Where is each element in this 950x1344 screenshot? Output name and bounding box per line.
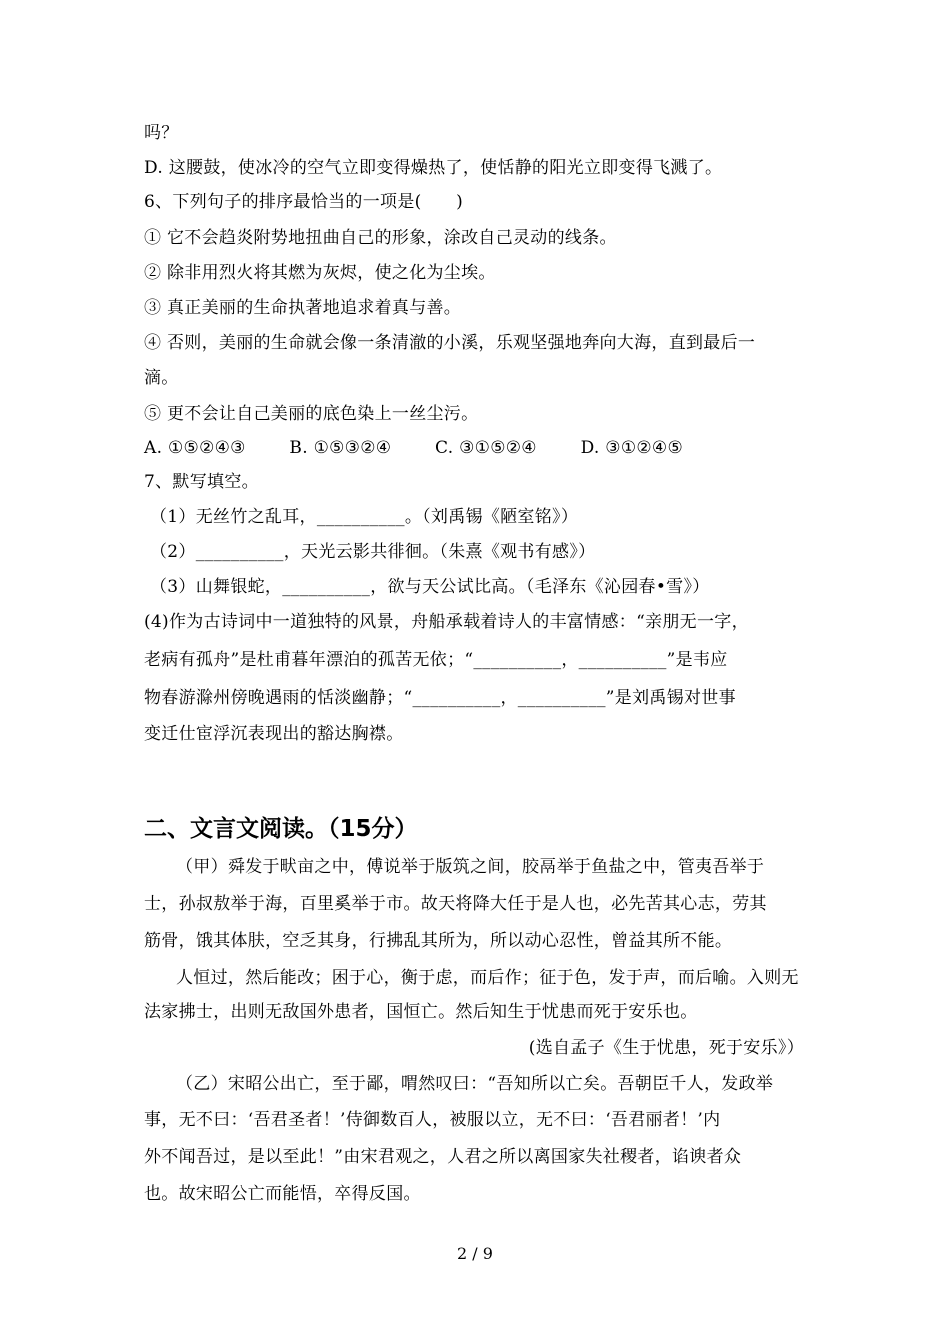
sentence-1: ① 它不会趋炎附势地扭曲自己的形象，涂改自己灵动的线条。 (144, 228, 617, 248)
answer-options (144, 436, 683, 460)
option-d: D. ③①②④⑤ (580, 438, 683, 458)
question-7: 7、默写填空。 (144, 472, 259, 492)
passage-line: 士，孙叔敖举于海，百里奚举于市。故天将降大任于是人也，必先苦其心志，劳其 (144, 894, 767, 914)
sentence-4: ④ 否则，美丽的生命就会像一条清澈的小溪，乐观坚强地奔向大海，直到最后一 (144, 333, 756, 353)
option-d-line: D. 这腰鼓，使冰冷的空气立即变得燥热了，使恬静的阳光立即变得飞溅了。 (144, 158, 723, 178)
sentence-3: ③ 真正美丽的生命执著地追求着真与善。 (144, 298, 462, 318)
fill-blank-4-cont: 变迁仕宦浮沉表现出的豁达胸襟。 (144, 724, 404, 744)
passage-line: 外不闻吾过，是以至此！”由宋君观之，人君之所以离国家失社稷者，谄谀者众 (144, 1147, 742, 1167)
fill-blank-1: （1）无丝竹之乱耳，__________。（刘禹锡《陋室铭》） (150, 507, 579, 527)
page-number: 2 / 9 (457, 1244, 493, 1263)
passage-line: 也。故宋昭公亡而能悟，卒得反国。 (144, 1184, 421, 1204)
passage-line: 事，无不曰：‘吾君圣者！’侍御数百人，被服以立，无不曰：‘吾君丽者！’内 (144, 1110, 721, 1130)
sentence-2: ② 除非用烈火将其燃为灰烬，使之化为尘埃。 (144, 263, 496, 283)
passage-line: 法家拂士，出则无敌国外患者，国恒亡。然后知生于忧患而死于安乐也。 (144, 1002, 698, 1022)
sentence-5: ⑤ 更不会让自己美丽的底色染上一丝尘污。 (144, 404, 479, 424)
fill-blank-4-cont: 老病有孤舟”是杜甫暮年漂泊的孤苦无依；“__________，__________”是韦应 (144, 650, 728, 670)
passage-line: （乙）宋昭公出亡，至于鄙，喟然叹曰：“吾知所以亡矣。吾朝臣千人，发政举 (176, 1074, 774, 1094)
fill-blank-3: （3）山舞银蛇，__________，欲与天公试比高。（毛泽东《沁园春•雪》） (150, 577, 710, 597)
section-title: 二、文言文阅读。（15分） (144, 816, 418, 842)
passage-line: （甲）舜发于畎亩之中，傅说举于版筑之间，胶鬲举于鱼盐之中，管夷吾举于 (176, 857, 765, 877)
passage-line: 人恒过，然后能改；困于心，衡于虑，而后作；征于色，发于声，而后喻。入则无 (176, 968, 799, 988)
fill-blank-4: (4)作为古诗词中一道独特的风景，舟船承载着诗人的丰富情感：“亲朋无一字， (144, 612, 749, 632)
passage-line: 筋骨，饿其体肤，空乏其身，行拂乱其所为，所以动心忍性，曾益其所不能。 (144, 931, 733, 951)
sentence-4-cont: 滴。 (144, 368, 179, 388)
passage-source: (选自孟子《生于忧患，死于安乐》） (528, 1038, 804, 1058)
question-6: 6、下列句子的排序最恰当的一项是( ) (144, 192, 464, 212)
option-c: C. ③①⑤②④ (435, 438, 537, 458)
fill-blank-4-cont: 物春游滁州傍晚遇雨的恬淡幽静；“__________，__________”是刘禹锡对世事 (144, 688, 736, 708)
text-line: 吗？ (144, 123, 179, 143)
fill-blank-2: （2）__________，天光云影共徘徊。（朱熹《观书有感》） (150, 542, 596, 562)
option-b: B. ①⑤③②④ (289, 438, 392, 458)
option-a: A. ①⑤②④③ (144, 438, 246, 458)
